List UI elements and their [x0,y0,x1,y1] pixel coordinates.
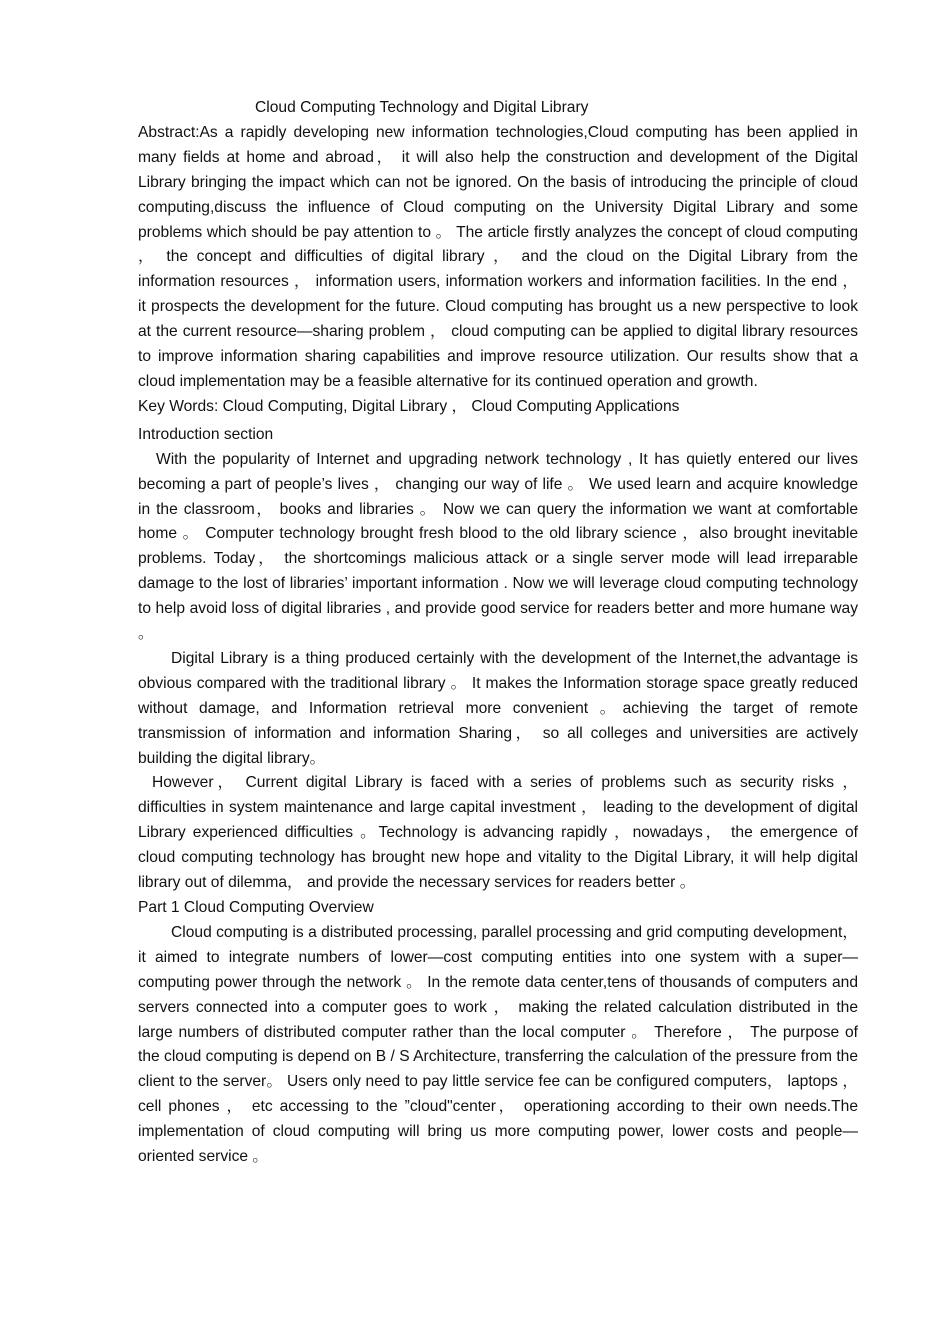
introduction-heading: Introduction section [138,425,274,443]
keywords-line: Key Words: Cloud Computing, Digital Library ， Cloud Computing Applications [138,397,680,415]
document-title: Cloud Computing Technology and Digital Library [255,99,589,116]
document-page [138,96,858,1170]
intro-paragraph-2: Digital Library is a thing produced certainly with the development of the Internet,the advantage is obvious compared with the traditional library 。 It makes the Information storage space greatly reduced without damage, and Information retrieval more convenient 。achieving the target of remote transmission of information and information Sharing， so all colleges and universities are actively building the digital library。 [138,649,858,767]
part1-heading: Part 1 Cloud Computing Overview [138,899,374,916]
intro-paragraph-1: With the popularity of Internet and upgrading network technology , It has quietly entered our lives becoming a part of people’s lives ， changing our way of life 。 We used learn and acquire knowledge in the classroom， books and libraries 。 Now we can query the information we want at comfortable home 。 Computer technology brought fresh blood to the old library science ，also brought inevitable problems. Today， the shortcomings malicious attack or a single server mode will lead irreparable damage to the lost of libraries’ important information . Now we will leverage cloud computing technology to help avoid loss of digital libraries , and provide good service for readers better and more humane way 。 [138,450,858,643]
intro-paragraph-3: However， Current digital Library is faced with a series of problems such as security risks ， difficulties in system maintenance and large capital investment ， leading to the development of digital Library experienced difficulties 。Technology is advancing rapidly ，nowadays， the emergence of cloud computing technology has brought new hope and vitality to the Digital Library, it will help digital library out of dilemma， and provide the necessary services for readers better 。 [138,774,858,892]
part1-paragraph-1: Cloud computing is a distributed processing, parallel processing and grid computing development， it aimed to integrate numbers of lower—cost computing entities into one system with a super—computing power through the network 。 In the remote data center,tens of thousands of computers and servers connected into a computer goes to work ， making the related calculation distributed in the large numbers of distributed computer rather than the local computer 。 Therefore ， The purpose of the cloud computing is depend on B / S Architecture, transferring the calculation of the pressure from the client to the server。 Users only need to pay little service fee can be configured computers， laptops ， cell phones ， etc accessing to the ”cloud"center， operationing according to their own needs.The implementation of cloud computing will bring us more computing power, lower costs and people—oriented service 。 [138,923,858,1166]
abstract-paragraph: Abstract:As a rapidly developing new information technologies,Cloud computing has been applied in many fields at home and abroad， it will also help the construction and development of the Digital Library bringing the impact which can not be ignored. On the basis of introducing the principle of cloud computing,discuss the influence of Cloud computing on the University Digital Library and some problems which should be pay attention to 。 The article firstly analyzes the concept of cloud computing ， the concept and difficulties of digital library ， and the cloud on the Digital Library from the information resources ， information users, information workers and information facilities. In the end ， it prospects the development for the future. Cloud computing has brought us a new perspective to look at the current resource—sharing problem ， cloud computing can be applied to digital library resources to improve information sharing capabilities and improve resource utilization. Our results show that a cloud implementation may be a feasible alternative for its continued operation and growth. [138,123,858,390]
